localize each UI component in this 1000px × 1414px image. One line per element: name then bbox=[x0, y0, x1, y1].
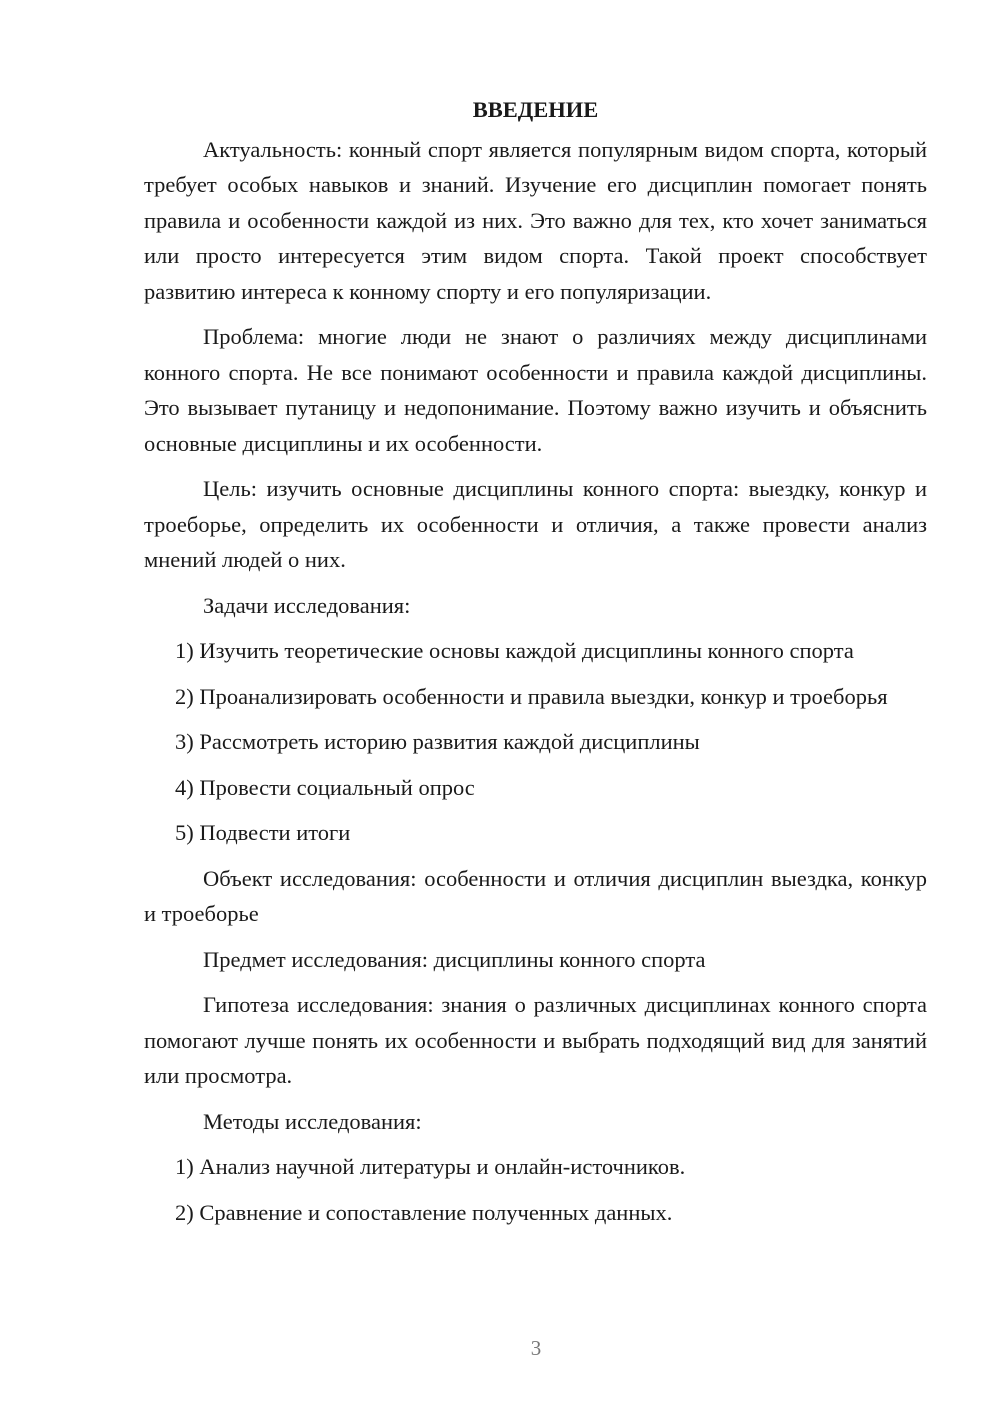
section-heading: ВВЕДЕНИЕ bbox=[472, 97, 599, 122]
tasks-heading: Задачи исследования: bbox=[203, 592, 411, 618]
task-item-3: 3) Рассмотреть историю развития каждой дисциплины bbox=[175, 729, 700, 754]
page-number: 3 bbox=[530, 1336, 542, 1360]
paragraph-problem: Проблема: многие люди не знают о различиях между дисциплинами конного спорта. Не все понимают особенности и правила каждой дисциплины. Это вызывает путаницу и недопонимание. Поэтому важно изучить и объяснить основные дисциплины и их особенности. bbox=[144, 324, 927, 456]
task-item-1: 1) Изучить теоретические основы каждой дисциплины конного спорта bbox=[175, 638, 854, 663]
task-item-2: 2) Проанализировать особенности и правила выездки, конкур и троеборья bbox=[175, 683, 888, 709]
paragraph-subject: Предмет исследования: дисциплины конного спорта bbox=[203, 946, 706, 972]
task-item-4: 4) Провести социальный опрос bbox=[175, 774, 475, 800]
paragraph-relevance: Актуальность: конный спорт является популярным видом спорта, который требует особых навыков и знаний. Изучение его дисциплин помогает понять правила и особенности каждой из них. Это важно для тех, кто хочет заниматься или просто интересуется этим видом спорта. Такой проект способствует развитию интереса к конному спорту и его популяризации. bbox=[144, 136, 927, 304]
paragraph-hypothesis: Гипотеза исследования: знания о различных дисциплинах конного спорта помогают лучше понять их особенности и выбрать подходящий вид для занятий или просмотра. bbox=[144, 992, 927, 1088]
method-item-1: 1) Анализ научной литературы и онлайн-источников. bbox=[175, 1154, 686, 1179]
methods-heading: Методы исследования: bbox=[203, 1108, 422, 1134]
paragraph-object: Объект исследования: особенности и отличия дисциплин выездка, конкур и троеборье bbox=[144, 865, 927, 926]
task-item-5: 5) Подвести итоги bbox=[175, 820, 351, 845]
paragraph-goal: Цель: изучить основные дисциплины конного спорта: выездку, конкур и троеборье, определить их особенности и отличия, а также провести анализ мнений людей о них. bbox=[144, 476, 927, 572]
method-item-2: 2) Сравнение и сопоставление полученных данных. bbox=[175, 1199, 673, 1225]
page-content bbox=[144, 92, 927, 1240]
